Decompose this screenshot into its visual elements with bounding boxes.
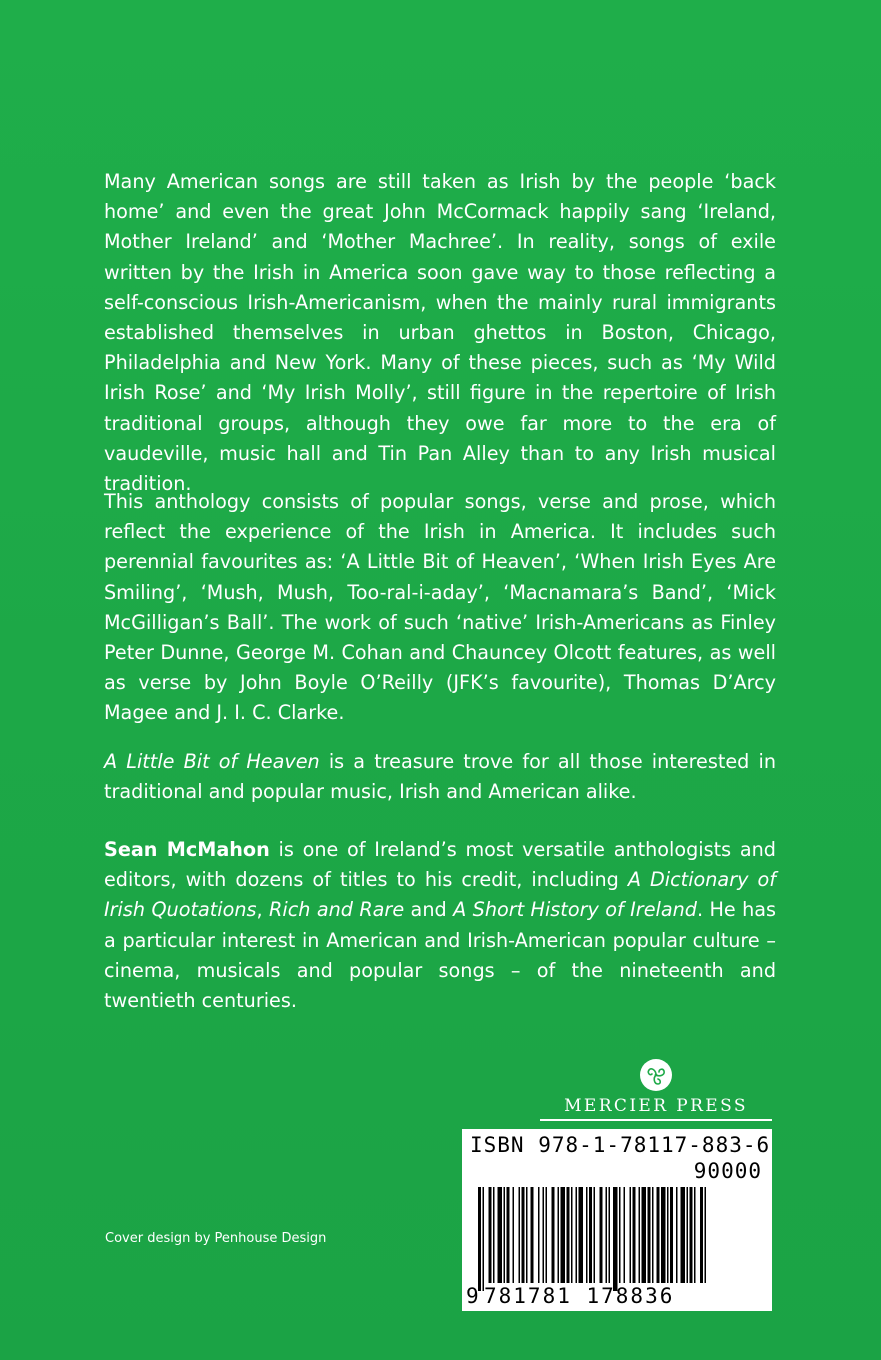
price-code: 90000 [693, 1159, 762, 1183]
bio-text-d: . He has a particular interest in American and Irish-American popular culture – cinema, musicals and popular songs – of the nineteenth and twentieth centuries. [104, 898, 777, 1013]
blurb-text-1: Many American songs are still taken as Irish by the people ‘back home’ and even the great John McCormack happily sang ‘Ireland, Mother Ireland’ and ‘Mother Machree’. In reality, songs of exile written by the Irish in America soon gave way to those reflecting a self-conscious Irish-Americanism, when the mainly rural immigrants established themselves in urban ghettos in Boston, Chicago, Philadelphia and New York. Many of these pieces, such as ‘My Wild Irish Rose’ and ‘My Irish Molly’, still figure in the repertoire of Irish traditional groups, although they owe far more to the era of vaudeville, music hall and Tin Pan Alley than to any Irish musical tradition. [104, 170, 776, 496]
isbn-number: ISBN 978-1-78117-883-6 [470, 1133, 771, 1157]
barcode-bar [552, 1187, 555, 1283]
barcode-bar [513, 1187, 515, 1283]
barcode-bar [571, 1187, 573, 1283]
barcode-bar [526, 1187, 528, 1283]
bio-text-b: , [256, 898, 270, 922]
barcode-bar [633, 1187, 636, 1283]
barcode-bar [522, 1187, 525, 1283]
barcode-bar [613, 1187, 618, 1291]
barcode-bar [561, 1187, 566, 1283]
bio-title-2: Rich and Rare [269, 898, 405, 922]
book-title: A Little Bit of Heaven [104, 750, 320, 773]
ean-first-digit: 9 [466, 1284, 479, 1308]
bio-title-3: A Short History of Ireland [453, 898, 697, 922]
barcode-bar [586, 1187, 588, 1283]
publisher-block [540, 1058, 772, 1121]
barcode-bar [642, 1187, 647, 1283]
barcode-bar [652, 1187, 654, 1283]
barcode-bar [504, 1187, 506, 1283]
barcode-bar [498, 1187, 503, 1283]
publisher-rule [540, 1119, 772, 1121]
bio-text-a: is one of Ireland’s most versatile anthologists and editors, with dozens of titles to his credit, including [104, 838, 776, 892]
barcode-bar [543, 1187, 545, 1283]
barcode-bar [687, 1187, 689, 1283]
barcode-bar [657, 1187, 660, 1283]
barcode-bar [705, 1187, 707, 1283]
barcode-bar [478, 1187, 481, 1291]
barcode-bar [483, 1187, 485, 1291]
barcode-bar [507, 1187, 510, 1283]
barcode-bar [589, 1187, 592, 1283]
blurb-paragraph-3 [104, 747, 776, 807]
barcode-bar [600, 1187, 603, 1283]
barcode-bar [519, 1187, 521, 1283]
barcode-bar [670, 1187, 673, 1283]
blurb-text-2: This anthology consists of popular songs, verse and prose, which reflect the experience of the Irish in America. It includes such perennial favourites as: ‘A Little Bit of Heaven’, ‘When Irish Eyes Are Smiling’, ‘Mush, Mush, Too-ral-i-aday’, ‘Macnamara’s Band’, ‘Mick McGilligan’s Ball’. The work of such ‘native’ Irish-Americans as Finley Peter Dunne, George M. Cohan and Chauncey Olcott features, as well as verse by John Boyle O’Reilly (JFK’s favourite), Thomas D’Arcy Magee and J. I. C. Clarke. [104, 490, 776, 725]
author-name: Sean McMahon [104, 838, 270, 861]
barcode-bar [538, 1187, 540, 1283]
barcode-bar [576, 1187, 578, 1283]
barcode-bar [531, 1187, 534, 1283]
bio-title-1: A Dictionary of Irish Quotations [104, 868, 776, 922]
blurb-paragraph-2 [104, 487, 776, 729]
barcode-bar [667, 1187, 669, 1283]
blurb-text-3: is a treasure trove for all those interested in traditional and popular music, Irish and American alike. [104, 750, 776, 804]
barcode-bar [676, 1187, 678, 1283]
barcode-bar [546, 1187, 548, 1283]
publisher-name: MERCIER PRESS [564, 1096, 748, 1116]
barcode-bar [493, 1187, 495, 1283]
barcode-bar [606, 1187, 608, 1283]
barcode-bar [648, 1187, 651, 1283]
barcode-bar [594, 1187, 596, 1283]
barcode-bar [489, 1187, 492, 1283]
barcode-bar [567, 1187, 570, 1283]
author-bio [104, 835, 776, 1016]
isbn-barcode [462, 1129, 772, 1311]
barcode-bar [579, 1187, 584, 1283]
triskele-icon [639, 1058, 673, 1092]
blurb-paragraph-1 [104, 167, 776, 499]
barcode-bar [624, 1187, 626, 1283]
barcode-bar [700, 1187, 703, 1283]
barcode-bar [619, 1187, 621, 1283]
barcode-bar [639, 1187, 641, 1283]
barcode-bar [630, 1187, 632, 1283]
barcode-bar [661, 1187, 666, 1283]
ean-digits: 781781 178836 [484, 1284, 675, 1308]
bio-text-c: and [404, 898, 454, 922]
cover-design-credit: Cover design by Penhouse Design [105, 1231, 327, 1246]
barcode-bar [558, 1187, 560, 1283]
barcode-bar [681, 1187, 686, 1283]
barcode-bar [694, 1187, 696, 1283]
barcode-bar [690, 1187, 693, 1283]
barcode-bar [609, 1187, 611, 1283]
